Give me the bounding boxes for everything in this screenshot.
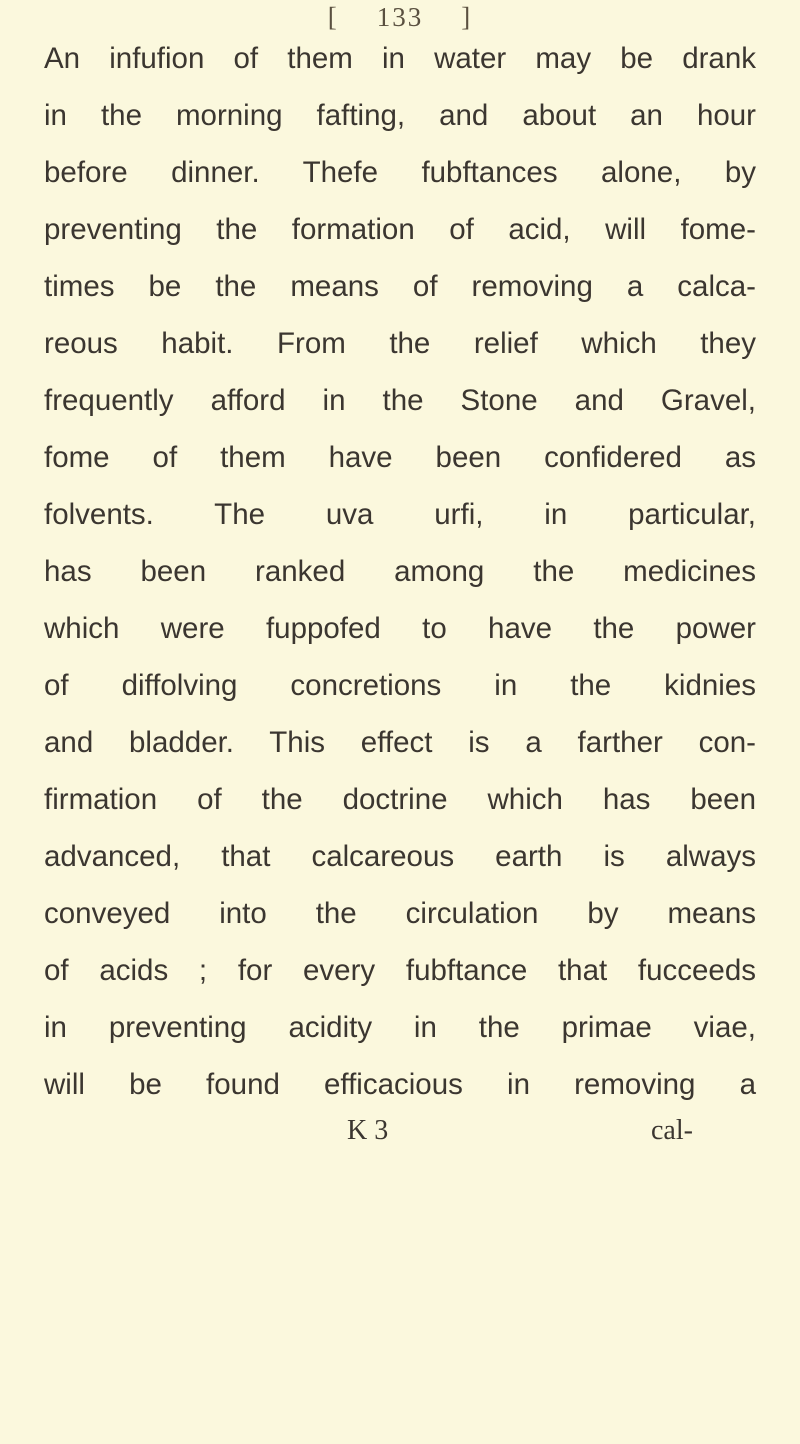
text-line: of diffolving concretions in the kidnies [44, 669, 756, 702]
text-line: firmation of the doctrine which has been [44, 783, 756, 816]
text-line: conveyed into the circulation by means [44, 897, 756, 930]
text-line: will be found efficacious in removing a [44, 1068, 756, 1101]
text-line: in the morning fafting, and about an hour [44, 99, 756, 132]
text-line: which were fuppofed to have the power [44, 612, 756, 645]
text-line: An infufion of them in water may be drank [44, 42, 756, 75]
page-header [0, 2, 800, 33]
text-line: of acids ; for every fubftance that fucceeds [44, 954, 756, 987]
text-line: reous habit. From the relief which they [44, 327, 756, 360]
text-line: folvents. The uva urfi, in particular, [44, 498, 756, 531]
text-line: times be the means of removing a calca- [44, 270, 756, 303]
page-footer [0, 1115, 800, 1165]
page-body [44, 30, 756, 1113]
catchword: cal- [651, 1115, 693, 1146]
text-line: advanced, that calcareous earth is always [44, 840, 756, 873]
text-line: fome of them have been confidered as [44, 441, 756, 474]
text-line: before dinner. Thefe fubftances alone, by [44, 156, 756, 189]
text-line: and bladder. This effect is a farther con- [44, 726, 756, 759]
bracket-close: ] [461, 2, 473, 32]
text-line: has been ranked among the medicines [44, 555, 756, 588]
text-line: frequently afford in the Stone and Gravel, [44, 384, 756, 417]
signature-mark: K 3 [347, 1115, 389, 1146]
text-line: in preventing acidity in the primae viae, [44, 1011, 756, 1044]
page-number: 133 [376, 2, 424, 32]
text-line: preventing the formation of acid, will fome- [44, 213, 756, 246]
bracket-open: [ [327, 2, 339, 32]
